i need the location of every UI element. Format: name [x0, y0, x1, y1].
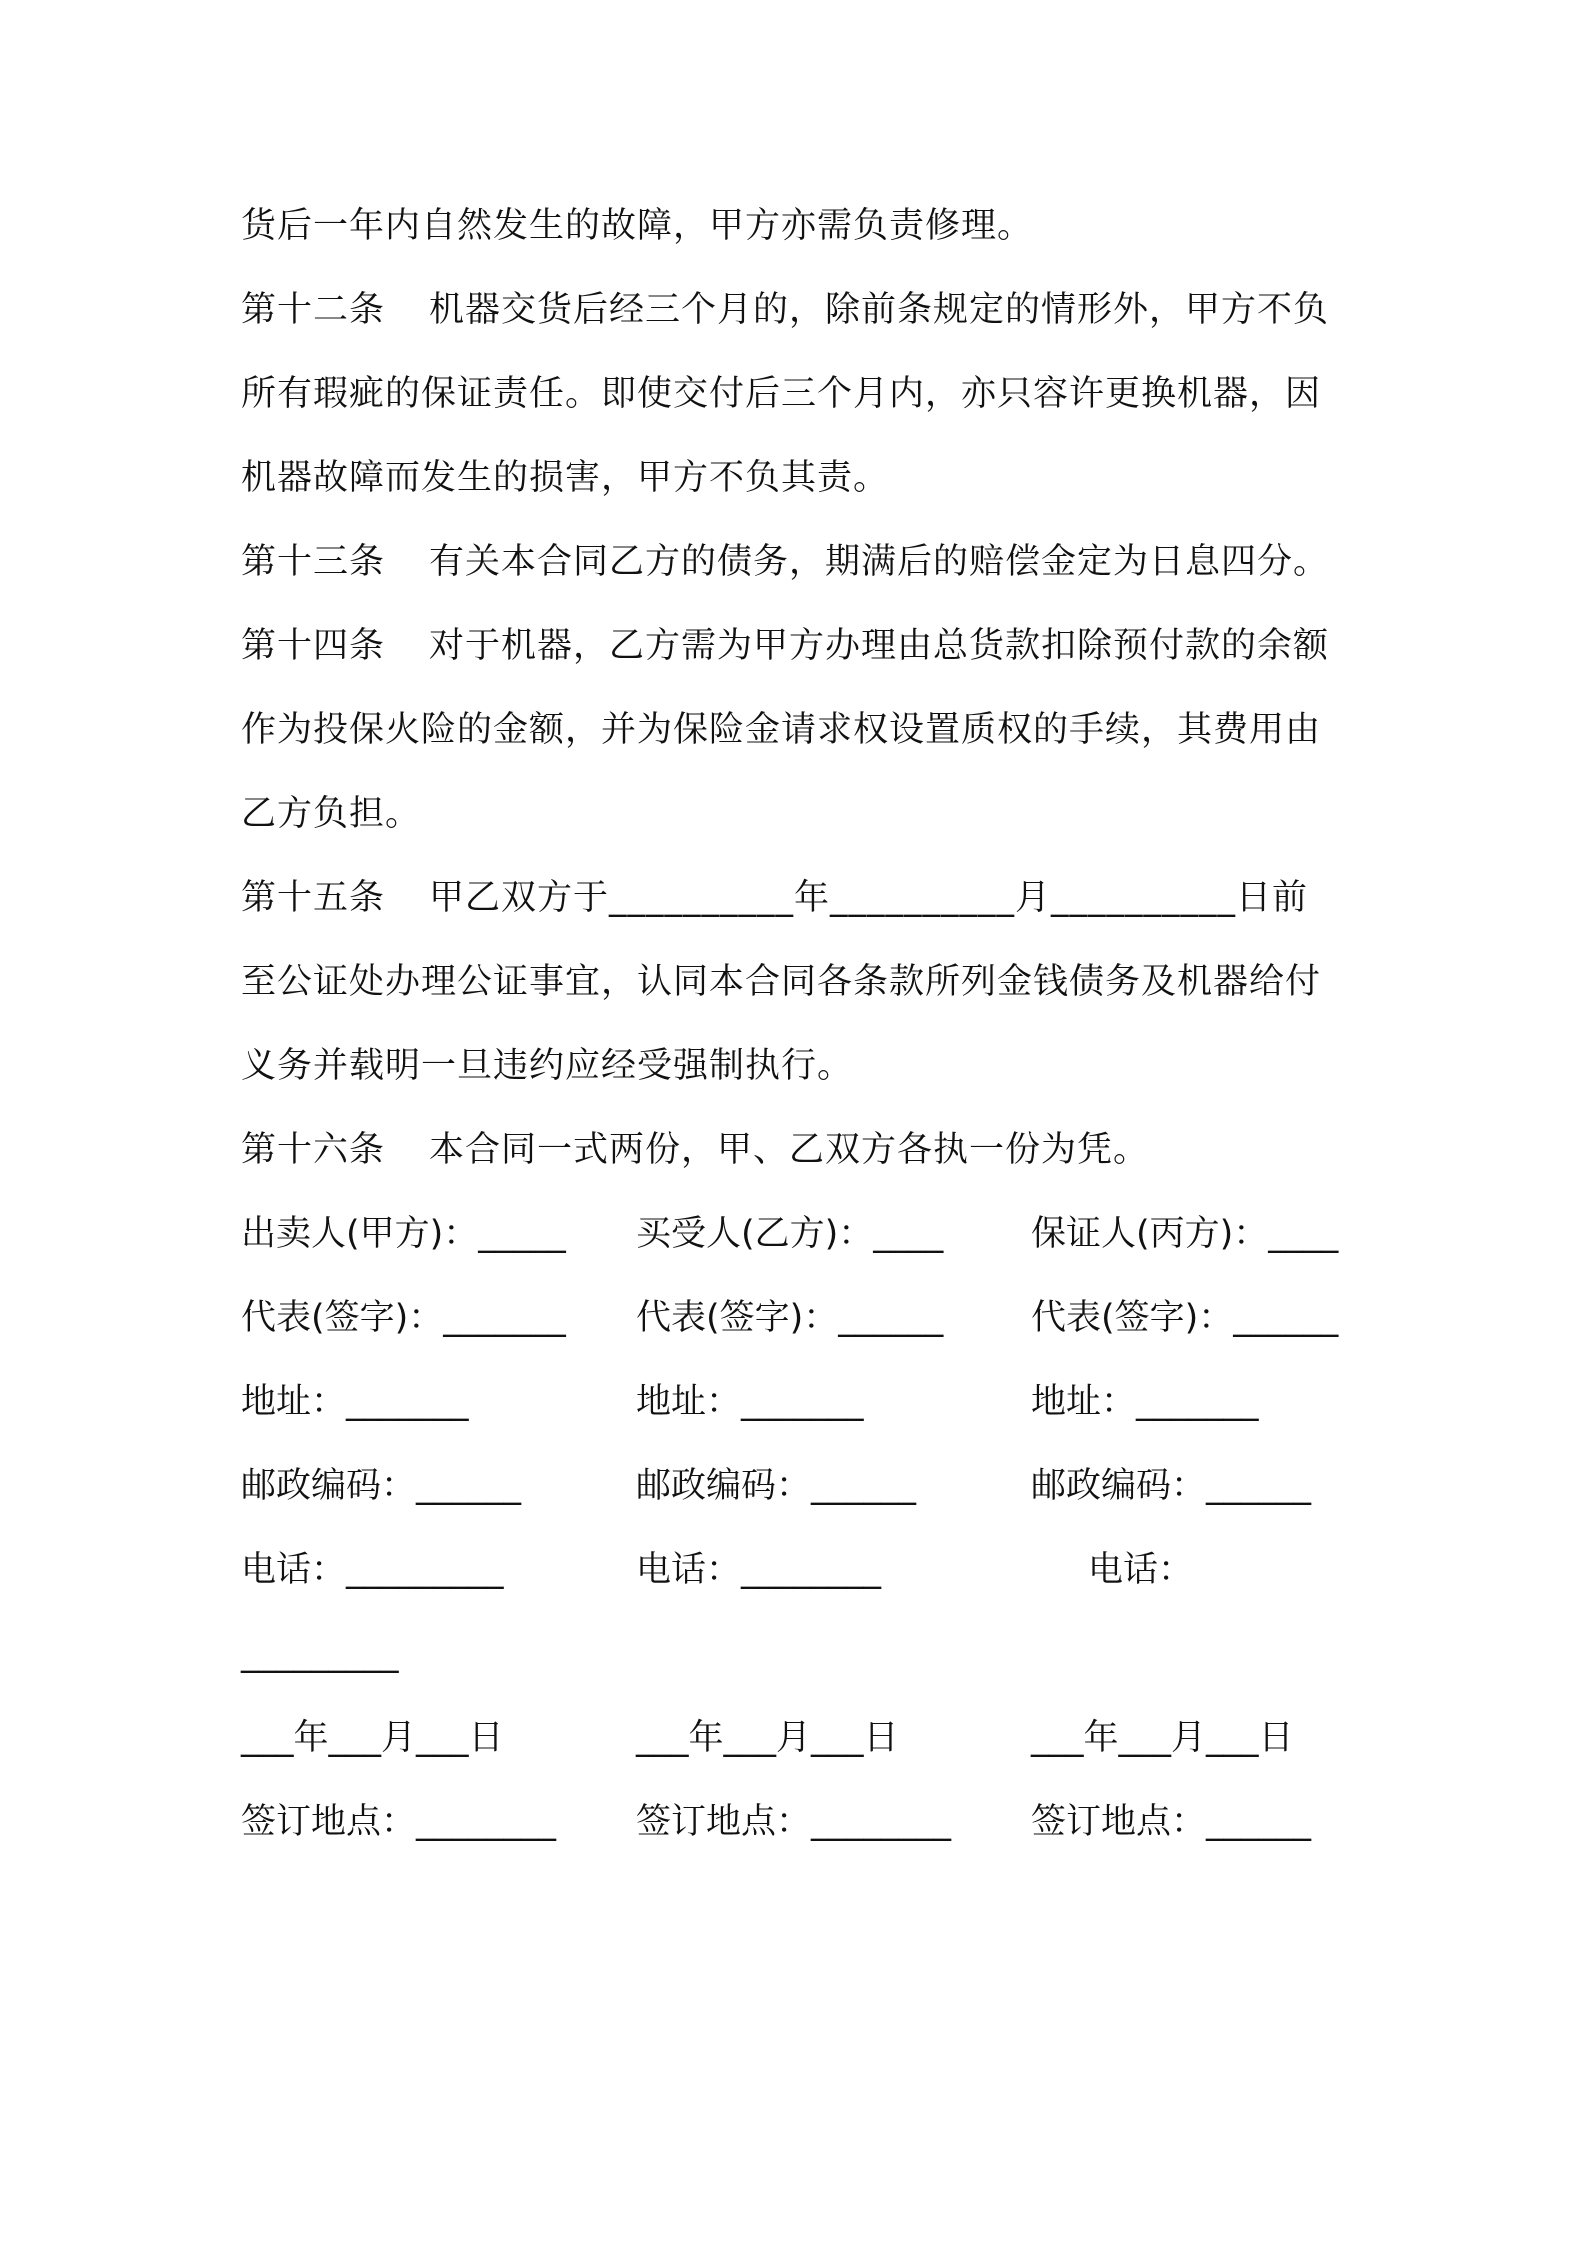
paragraph-line	[241, 204, 1033, 248]
seller-rep-field: 代表(签字)：_______	[241, 1298, 566, 1338]
seller-phone-field: 电话：_________	[241, 1550, 504, 1590]
article-13	[241, 540, 1329, 584]
article-12	[241, 288, 1329, 332]
paragraph-line	[241, 1044, 853, 1088]
article-15	[241, 876, 1308, 920]
article-15-text: 至公证处办理公证事宜，认同本合同各条款所列金钱债务及机器给付	[241, 962, 1322, 1002]
article-16-text: 本合同一式两份，甲、乙双方各执一份为凭。	[429, 1130, 1150, 1170]
article-16-label: 第十六条	[241, 1130, 386, 1170]
seller-zip-field: 邮政编码：______	[241, 1466, 522, 1506]
article-14-label: 第十四条	[241, 626, 386, 666]
article-14-text: 作为投保火险的金额，并为保险金请求权设置质权的手续，其费用由	[241, 710, 1322, 750]
article-14	[241, 624, 1329, 668]
guarantor-phone-blank: _________	[241, 1634, 399, 1674]
article-12-label: 第十二条	[241, 290, 386, 330]
guarantor-zip-field: 邮政编码：______	[1031, 1466, 1312, 1506]
article-12-text: 所有瑕疵的保证责任。即使交付后三个月内，亦只容许更换机器，因	[241, 374, 1322, 414]
article-12-text: 机器交货后经三个月的，除前条规定的情形外，甲方不负	[429, 290, 1330, 330]
buyer-place-field: 签订地点：________	[636, 1802, 952, 1842]
article-13-text: 有关本合同乙方的债务，期满后的赔偿金定为日息四分。	[429, 542, 1330, 582]
buyer-phone-field: 电话：________	[636, 1550, 882, 1590]
article-14-text: 对于机器，乙方需为甲方办理由总货款扣除预付款的余额	[429, 626, 1330, 666]
guarantor-date-field: ___年___月___日	[1031, 1718, 1294, 1758]
guarantor-place-field: 签订地点：______	[1031, 1802, 1312, 1842]
article-15-label: 第十五条	[241, 878, 386, 918]
seller-address-field: 地址：_______	[241, 1382, 469, 1422]
article-14-text: 乙方负担。	[241, 794, 422, 834]
article-15-text: 甲乙双方于__________年__________月__________日前	[429, 878, 1309, 918]
paragraph-line	[241, 792, 421, 836]
seller-party-field: 出卖人(甲方)：_____	[241, 1214, 566, 1254]
paragraph-line	[241, 456, 889, 500]
buyer-address-field: 地址：_______	[636, 1382, 864, 1422]
buyer-zip-field: 邮政编码：______	[636, 1466, 917, 1506]
article-11-tail: 货后一年内自然发生的故障，甲方亦需负责修理。	[241, 206, 1034, 246]
paragraph-line	[241, 960, 1321, 1004]
seller-place-field: 签订地点：________	[241, 1802, 557, 1842]
guarantor-party-field: 保证人(丙方)：____	[1031, 1214, 1339, 1254]
paragraph-line	[241, 708, 1321, 752]
article-15-text: 义务并载明一旦违约应经受强制执行。	[241, 1046, 854, 1086]
article-12-text: 机器故障而发生的损害，甲方不负其责。	[241, 458, 890, 498]
guarantor-address-field: 地址：_______	[1031, 1382, 1259, 1422]
article-13-label: 第十三条	[241, 542, 386, 582]
guarantor-phone-field: 电话：	[1088, 1550, 1194, 1590]
seller-date-field: ___年___月___日	[241, 1718, 504, 1758]
article-16	[241, 1128, 1149, 1172]
buyer-party-field: 买受人(乙方)：____	[636, 1214, 944, 1254]
buyer-rep-field: 代表(签字)：______	[636, 1298, 944, 1338]
paragraph-line	[241, 372, 1321, 416]
guarantor-rep-field: 代表(签字)：______	[1031, 1298, 1339, 1338]
buyer-date-field: ___年___月___日	[636, 1718, 899, 1758]
